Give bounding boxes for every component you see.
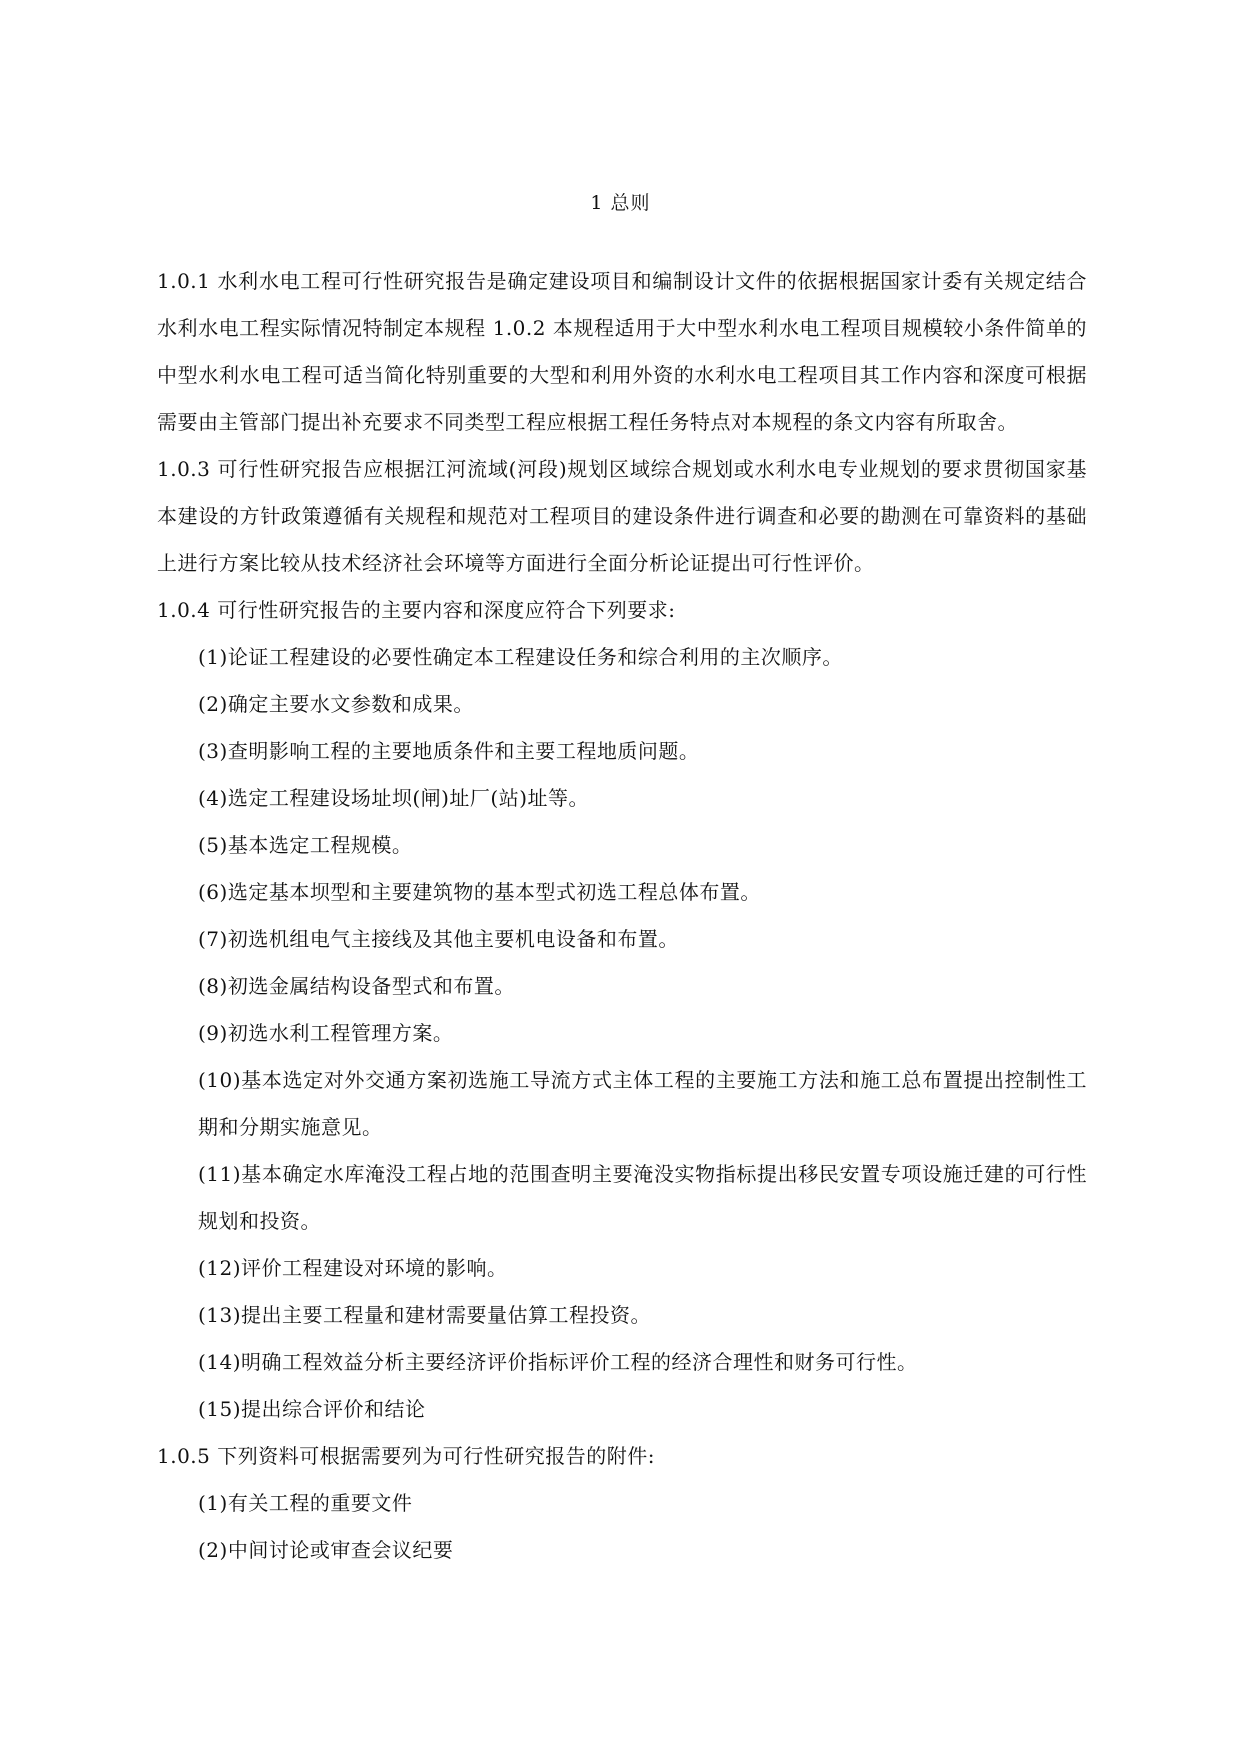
list-item: (8)初选金属结构设备型式和布置。 [198, 974, 515, 998]
list-item: (7)初选机组电气主接线及其他主要机电设备和布置。 [198, 927, 679, 951]
list-item: (5)基本选定工程规模。 [198, 833, 413, 857]
list-item: (1)有关工程的重要文件 [198, 1491, 413, 1515]
list-item: (13)提出主要工程量和建材需要量估算工程投资。 [198, 1303, 652, 1327]
list-item: (6)选定基本坝型和主要建筑物的基本型式初选工程总体布置。 [198, 880, 761, 904]
list-item: (9)初选水利工程管理方案。 [198, 1021, 454, 1045]
list-item: (11)基本确定水库淹没工程占地的范围查明主要淹没实物指标提出移民安置专项设施迁建的可行性规划和投资。 [198, 1162, 1087, 1233]
list-item: (1)论证工程建设的必要性确定本工程建设任务和综合利用的主次顺序。 [198, 645, 843, 669]
list-item: (4)选定工程建设场址坝(闸)址厂(站)址等。 [198, 786, 590, 810]
list-item: (15)提出综合评价和结论 [198, 1397, 426, 1421]
clause-1-0-3: 1.0.3 可行性研究报告应根据江河流域(河段)规划区域综合规划或水利水电专业规划的要求贯彻国家基本建设的方针政策遵循有关规程和规范对工程项目的建设条件进行调查和必要的勘测在可靠资料的基础上进行方案比较从技术经济社会环境等方面进行全面分析论证提出可行性评价。 [157, 457, 1087, 575]
list-item: (3)查明影响工程的主要地质条件和主要工程地质问题。 [198, 739, 700, 763]
list-item: (2)中间讨论或审查会议纪要 [198, 1538, 454, 1562]
list-item: (10)基本选定对外交通方案初选施工导流方式主体工程的主要施工方法和施工总布置提出控制性工期和分期实施意见。 [198, 1068, 1087, 1139]
list-item: (2)确定主要水文参数和成果。 [198, 692, 474, 716]
clause-1-0-5: 1.0.5 下列资料可根据需要列为可行性研究报告的附件: [157, 1444, 655, 1468]
clause-1-0-4: 1.0.4 可行性研究报告的主要内容和深度应符合下列要求: [157, 598, 676, 622]
list-item: (14)明确工程效益分析主要经济评价指标评价工程的经济合理性和财务可行性。 [198, 1350, 918, 1374]
clause-1-0-1: 1.0.1 水利水电工程可行性研究报告是确定建设项目和编制设计文件的依据根据国家计委有关规定结合水利水电工程实际情况特制定本规程 1.0.2 本规程适用于大中型水利水电工程项目规模较小条件简单的中型水利水电工程可适当简化特别重要的大型和利用外资的水利水电工程项目其工作内容和深度可根据需要由主管部门提出补充要求不同类型工程应根据工程任务特点对本规程的条文内容有所取舍。 [157, 269, 1087, 434]
section-title: 1 总则 [590, 192, 651, 214]
list-item: (12)评价工程建设对环境的影响。 [198, 1256, 508, 1280]
document-body [157, 258, 1087, 1574]
